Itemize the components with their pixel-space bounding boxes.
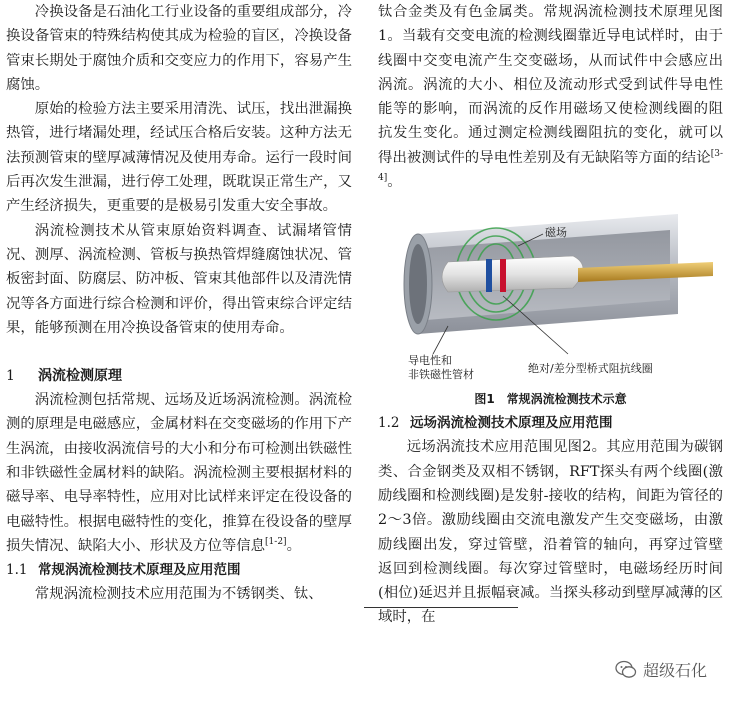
watermark <box>615 658 707 681</box>
right-column <box>378 0 723 630</box>
paragraph-conventional-start: 常规涡流检测技术应用范围为不锈钢类、钛、 <box>34 586 323 603</box>
section-number: 1 <box>6 368 15 385</box>
paragraph-principle-text: 涡流检测包括常规、远场及近场涡流检测。涡流检测的原理是电磁感应，金属材料在交变磁场的作用下产生涡流，由接收涡流信号的大小和分布可检测出铁磁性和非铁磁性金属材料的缺陷。涡流检测主要根据材料的磁导率、电导率特性，应用对比试样来评定在役设备的电磁特性。根据电磁特性的变化，推算在役设备的壁厚损失情况、缺陷大小、形状及方位等信息 <box>6 392 352 554</box>
section-heading-1-1 <box>6 558 352 582</box>
paragraph-original-method: 原始的检验方法主要采用清洗、试压，找出泄漏换热管，进行堵漏处理，经试压合格后安装。这种方法无法预测管束的壁厚减薄情况及使用寿命。运行一段时间后再次发生泄漏，进行停工处理，既耽误正常生产，又产生经济损失，更重要的是极易引发重大安全事故。 <box>6 101 352 215</box>
section-title: 远场涡流检测技术原理及应用范围 <box>410 415 613 432</box>
paragraph-conventional-cont <box>378 0 723 194</box>
watermark-text: 超级石化 <box>642 661 707 680</box>
section-heading-1-2 <box>378 411 723 435</box>
tube-end-inner <box>409 244 427 324</box>
section-heading-1 <box>6 364 352 388</box>
label-tube <box>408 354 474 382</box>
citation: [3-4] <box>378 148 723 184</box>
paragraph-remote-field: 远场涡流技术应用范围见图2。其应用范围为碳钢类、合金钢类及双相不锈钢，RFT探头有两个线圈(激励线圈和检测线圈)是发射-接收的结构，间距为管径的2～3倍。激励线圈由交流电激发产生交变磁场，由激励线圈出发，穿过管壁，沿着管的轴向，再穿过管壁返回到检测线圈。每次穿过管壁时，电磁场经历时间(相位)延迟并且振幅衰减。当探头移动到壁厚减薄的区域时，在 <box>378 439 723 626</box>
punct: 。 <box>387 174 402 191</box>
paragraph-principle <box>6 388 352 558</box>
punct: 。 <box>286 537 301 554</box>
wechat-icon <box>615 660 637 680</box>
coil-red <box>500 259 506 292</box>
footnote-rule <box>364 607 518 608</box>
section-title: 常规涡流检测技术原理及应用范围 <box>38 562 241 579</box>
section-number: 1.2 <box>378 415 400 432</box>
label-field: 磁场 <box>545 226 567 240</box>
figure-1 <box>378 204 723 384</box>
left-column <box>6 0 352 607</box>
paragraph-eddy-tech: 涡流检测技术从管束原始资料调查、试漏堵管情况、测厚、涡流检测、管板与换热管焊缝腐蚀状况、管板密封面、防腐层、防冲板、管束其他部件以及清洗情况等各方面进行综合检测和评价，得出管束综合评定结果，能够预测在用冷换设备管束的使用寿命。 <box>6 222 352 336</box>
label-tube-line2: 非铁磁性管材 <box>408 368 474 382</box>
section-number: 1.1 <box>6 562 28 579</box>
label-probe: 绝对/差分型桥式阻抗线圈 <box>528 362 653 376</box>
figure-1-caption: 图1 常规涡流检测技术示意 <box>474 392 627 407</box>
label-tube-line1: 导电性和 <box>408 354 452 368</box>
paragraph-intro: 冷换设备是石油化工行业设备的重要组成部分，冷换设备管束的特殊结构使其成为检验的盲区，冷换设备管束长期处于腐蚀介质和交变应力的作用下，容易产生腐蚀。 <box>6 4 352 93</box>
coil-blue <box>486 259 492 292</box>
citation: [1-2] <box>265 537 287 548</box>
eddy-probe-diagram <box>378 204 723 364</box>
section-title: 涡流检测原理 <box>38 368 122 385</box>
paragraph-conventional-text: 钛合金类及有色金属类。常规涡流检测技术原理见图1。当载有交变电流的检测线圈靠近导电试样时，由于线圈中交变电流产生交变磁场，从而试件中会感应出涡流。涡流的大小、相位及流动形式受到试件导电性能等的影响，而涡流的反作用磁场又使检测线圈的阻抗发生变化。通过测定检测线圈阻抗的变化，就可以得出被测试件的导电性差别及有无缺陷等方面的结论 <box>378 4 723 166</box>
probe-body <box>442 256 583 292</box>
